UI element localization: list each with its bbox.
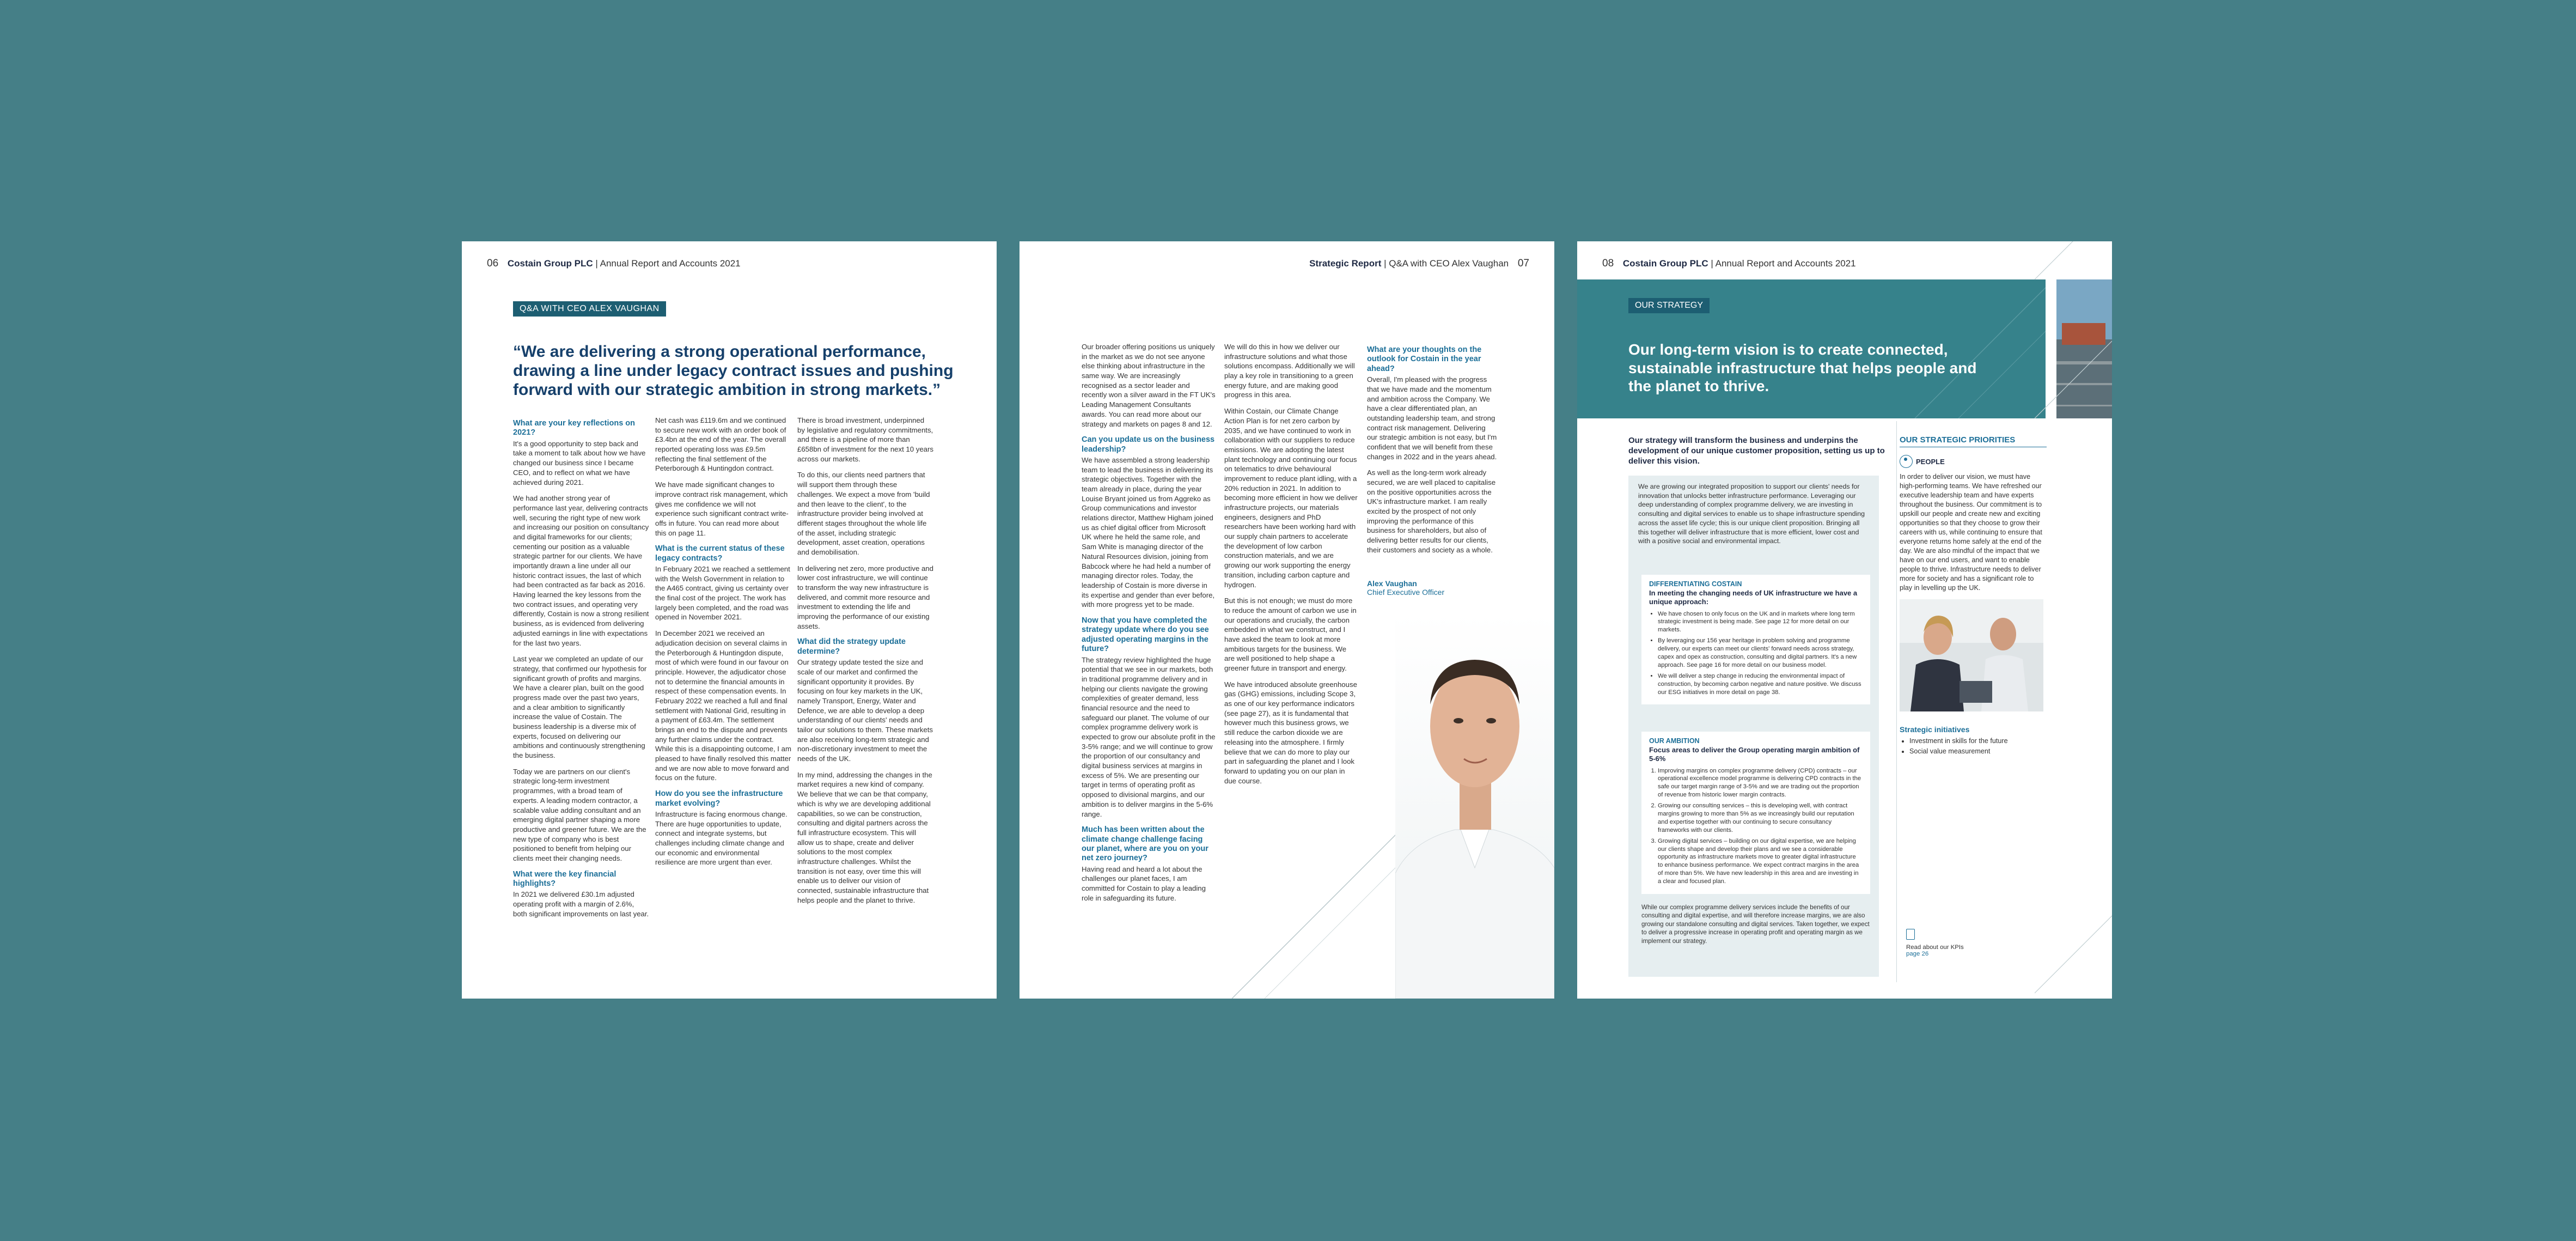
body-paragraph: To do this, our clients need partners that will support them through these challenges. We expect a move from 'build and then leave to the client', to the infrastructure provider being involved at different stages throughout the whole life of the asset, including strategic development, asset creation, operations and demobilisation. [797,471,930,556]
column-divider [1896,421,1897,982]
folio-document: Q&A with CEO Alex Vaughan [1389,258,1509,269]
page-number: 07 [1517,258,1529,269]
list-item: • By leveraging our 156 year heritage in problem solving and programme delivery, our experts can meet our clients' forward needs across strategy, capex and opex as construction, consulting and digital partners. It's a new approach. See page 16 for more detail on our business model. [1658,637,1863,670]
text-column-1 [1082,342,1216,910]
differentiating-costain-box [1641,575,1870,704]
signature-role: Chief Executive Officer [1367,588,1445,597]
list-item: 1. Improving margins on complex programme delivery (CPD) contracts – our operational excellence model programme is delivering CPD contracts in the safe our target margin range of 3-5% and we are trading out the proportion of revenue from historic lower margin contracts. [1658,767,1863,800]
pull-quote-headline: “We are delivering a strong operational performance, drawing a line under legacy contract issues and pushing forward with our strategic ambition in strong markets.” [513,343,954,399]
page-folio [1309,258,1529,270]
body-paragraph: In my mind, addressing the changes in the market requires a new kind of company. We believe that we can be that company, which is why we are developing additional capabilities, so we can be construction, consulting and digital partners across the full infrastructure ecosystem. This will allow us to shape, create and deliver solutions to the most complex infrastructure challenges. Whilst the transition is not easy, over time this will enable us to deliver our vision of connected, sustainable infrastructure that helps people and the planet to thrive. [797,770,932,904]
strategic-initiatives-list [1900,736,2047,757]
body-paragraph: Within Costain, our Climate Change Action Plan is for net zero carbon by 2035, and we have continued to work in collaboration with our suppliers to reduce emissions. We are adopting the latest plant technology and continuing our focus on telematics to drive behavioural improvement to reduce plant idling, with a 20% reduction in 2021. In addition to becoming more efficient in how we deliver infrastructure projects, our materials engineers, designers and PhD researchers have been working hard with our supply chain partners to accelerate the development of low carbon construction materials, and we are growing our work supporting the energy transition, including carbon capture and hydrogen. [1224,407,1358,589]
body-paragraph: It's a good opportunity to step back and take a moment to talk about how we have changed our business since I became CEO, and to reflect on what we have achieved during 2021. [513,439,646,486]
our-ambition-box [1641,732,1870,894]
kpi-reference [1906,929,2015,957]
body-paragraph: In delivering net zero, more productive and lower cost infrastructure, we will continue to transform the way new infrastructure is delivered, and commit more resource and investment to extending the life and improving the performance of our existing assets. [797,564,933,630]
team-meeting-photo [1900,599,2043,711]
folio-company: Costain Group PLC [1622,258,1708,269]
list-item: 2. Growing our consulting services – this is developing well, with contract margins growing to more than 5% as we increasingly build our reputation and expertise together with our continuing to secure consultancy frameworks with our clients. [1658,802,1863,835]
strategic-priorities-sidebar [1900,435,2047,757]
page-06 [462,241,997,999]
page-folio [487,258,741,270]
body-paragraph: We will do this in how we deliver our infrastructure solutions and what those solutions encompass. Additionally we will play a key role in transitioning to a green energy future, and are making good progress in this area. [1224,343,1355,399]
body-paragraph: Infrastructure is facing enormous change. There are huge opportunities to update, connect and integrate systems, but challenges including climate change and our economic and environmental resilience are more urgent than ever. [655,810,788,867]
list-item: • We will deliver a step change in reducing the environmental impact of construction, by becoming carbon negative and nature positive. We discuss our ESG initiatives in more detail on page 38. [1658,672,1863,697]
document-icon [1906,929,1915,940]
body-paragraph: We have made significant changes to improve contract risk management, which gives me confidence we will not experience such significant contract write-offs in future. You can read more about this on page 11. [655,480,789,537]
folio-section: Strategic Report [1309,258,1382,269]
body-paragraph: Our broader offering positions us uniquely in the market as we do not see anyone else thinking about infrastructure in the same way. We are increasingly recognised as a sector leader and recently won a silver award in the FT UK's Leading Management Consultants awards. You can read more about our strategy and markets on pages 8 and 12. [1082,343,1216,428]
body-paragraph: Having read and heard a lot about the challenges our planet faces, I am committed for Costain to play a leading role in safeguarding its future. [1082,865,1206,902]
page-number: 06 [487,258,499,269]
question-heading: How do you see the infrastructure market evolving? [655,789,783,808]
text-column-1 [513,416,649,926]
body-paragraph: Last year we completed an update of our strategy, that confirmed our hypothesis for significant growth of profits and margins. We have a clearer plan, built on the good progress made over the past two years, and a clear ambition to significantly increase the value of Costain. The business leadership is a diverse mix of experts, focused on delivering our ambitions and continuously strengthening the business. [513,655,647,760]
folio-separator: | [1384,258,1387,269]
differentiating-lead: In meeting the changing needs of UK infrastructure we have a unique approach: [1649,589,1858,606]
differentiating-list [1649,610,1863,697]
body-paragraph: Our strategy update tested the size and scale of our market and confirmed the significant opportunity it provides. By focusing on four key markets in the UK, namely Transport, Energy, Water and Defence, we are able to develop a deep understanding of our clients' needs and tailor our solutions to them. These markets are also receiving long-term strategic and non-discretionary investment to meet the needs of the UK. [797,658,933,763]
page-07 [1020,241,1554,999]
body-paragraph: Today we are partners on our client's strategic long-term investment programmes, with a broad team of experts. A leading modern contractor, a scalable value adding consultant and an emerging digital partner shaping a more productive and greener future. We are the new type of company who is best positioned to benefit from helping our clients meet their changing needs. [513,767,646,862]
list-item: • Social value measurement [1909,746,2047,757]
strategy-panel-text: We are growing our integrated proposition to support our clients' needs for innovation that unlocks better infrastructure performance. Leveraging our deep understanding of complex programme delivery, we are investing in consulting and digital services to enable us to shape infrastructure spending across the asset life cycle; this is our unique client proposition. Bringing all this together will deliver infrastructure that is more efficient, lower cost and with a positive social and environmental impact. [1638,483,1865,545]
ambition-closing-text: While our complex programme delivery services include the benefits of our consulting and digital expertise, and will therefore increase margins, we are also growing our standalone consulting and digital services. Taken together, we expect to deliver a progressive increase in operating profit and operating margin as we implement our strategy. [1641,904,1870,945]
differentiating-title: DIFFERENTIATING COSTAIN [1649,580,1742,588]
people-icon [1900,455,1913,468]
body-paragraph: Overall, I'm pleased with the progress that we have made and the momentum and ambition across the Company. We have a clear differentiated plan, an outstanding leadership team, and strong contract risk management. Delivering our strategic ambition is not easy, but I'm confident that we will benefit from these changes in 2022 and in the years ahead. [1367,375,1497,461]
question-heading: What are your thoughts on the outlook for Costain in the year ahead? [1367,345,1482,373]
body-paragraph: There is broad investment, underpinned by legislative and regulatory commitments, and there is a pipeline of more than £658bn of investment for the next 10 years across our markets. [797,416,933,463]
section-tag: Q&A WITH CEO ALEX VAUGHAN [513,301,666,317]
body-paragraph: In 2021 we delivered £30.1m adjusted operating profit with a margin of 2.6%, both significant improvements on last year. [513,890,649,918]
question-heading: Now that you have completed the strategy update where do you see adjusted operating margins in the future? [1082,616,1209,654]
signature-block [1367,579,1444,597]
text-column-2 [655,416,791,874]
folio-document: Annual Report and Accounts 2021 [600,258,741,269]
strategy-panel [1628,476,1879,977]
question-heading: Can you update us on the business leadership? [1082,435,1215,454]
people-heading [1900,455,2047,468]
question-heading: What are your key reflections on 2021? [513,419,636,437]
question-heading: What did the strategy update determine? [797,637,906,656]
strategic-priorities-title: OUR STRATEGIC PRIORITIES [1900,435,2047,447]
text-column-3 [797,416,933,911]
signature-name: Alex Vaughan [1367,579,1417,588]
folio-company: Costain Group PLC [507,258,593,269]
body-paragraph: We have assembled a strong leadership team to lead the business in delivering its strategic objectives. Together with the team already in place, during the year Louise Bryant joined us from Aggreko as Group communications and investor relations director, Matthew Higham joined us as chief digital officer from Microsoft UK where he held the same role, and Sam White is managing director of the Natural Resources division, joining from Babcock where he had held a number of managing director roles. Today, the leadership of Costain is more diverse in its expertise and gender than ever before, with more progress yet to be made. [1082,455,1215,609]
ambition-list [1649,767,1863,886]
kpi-page-link[interactable]: page 26 [1906,951,1929,957]
list-item: • We have chosen to only focus on the UK and in markets where long term strategic investment is being made. See page 12 for more detail on our markets. [1658,610,1863,635]
text-column-2 [1224,342,1358,792]
page-folio [1602,258,1856,270]
list-item: • Investment in skills for the future [1909,736,2047,746]
question-heading: What is the current status of these legacy contracts? [655,544,785,563]
vision-title: Our long-term vision is to create connected, sustainable infrastructure that helps people and the planet to thrive. [1628,341,1977,395]
body-paragraph: The strategy review highlighted the huge potential that we see in our markets, both in traditional programme delivery and in helping our clients navigate the growing complexities of greater demand, less financial resource and the need to safeguard our planet. The volume of our complex programme delivery work is expected to grow our absolute profit in the 3-5% range; and we will continue to grow the proportion of our consultancy and digital business services at margins in excess of 5%. We are presenting our target in terms of operating profit as opposed to divisional margins, and our ambition is to deliver margins in the 5-6% range. [1082,655,1216,818]
ceo-portrait-photo [1395,612,1554,999]
ambition-lead: Focus areas to deliver the Group operating margin ambition of 5-6% [1649,746,1860,763]
strategic-initiatives-title: Strategic initiatives [1900,725,1970,734]
body-paragraph: As well as the long-term work already secured, we are well placed to capitalise on the positive opportunities across the UK's infrastructure market. I am really excited by the prospect of not only improving the performance of this business for shareholders, but also of delivering better results for our clients, their customers and society as a whole. [1367,469,1496,554]
body-paragraph: In December 2021 we received an adjudication decision on several claims in the Peterborough & Huntingdon dispute, most of which were found in our favour on principle. However, the adjudicator chose not to determine the financial amounts in respect of these compensation events. In February 2022 we reached a full and final settlement with National Grid, resulting in a payment of £63.4m. The settlement brings an end to the dispute and prevents any further claims under the contract. While this is a disappointing outcome, I am pleased to have finally resolved this matter and we are now able to move forward and focus on the future. [655,629,791,782]
text-column-3 [1367,342,1498,562]
folio-separator: | [1711,258,1713,269]
body-paragraph: We have introduced absolute greenhouse gas (GHG) emissions, including Scope 3, as one of our key performance indicators (see page 27), as it is fundamental that however much this business grows, we still reduce the carbon dioxide we are releasing into the atmosphere. I firmly believe that we can do more to play our part in safeguarding the planet and I look forward to updating you on our plan in due course. [1224,680,1357,785]
question-heading: Much has been written about the climate change challenge facing our planet, where are you on your net zero journey? [1082,825,1208,863]
page-number: 08 [1602,258,1614,269]
body-paragraph: We had another strong year of performance last year, delivering contracts well, securing the right type of new work and increasing our position on consultancy and digital frameworks for our clients; cementing our position as a valuable strategic partner for our clients. We have importantly drawn a line under all our historic contract issues, the last of which had been contracted as far back as 2016. Having learned the key lessons from the two contract issues, and operating very differently, Costain is now a strong resilient business, as is evidenced from delivering adjusted earnings in line with expectations for the last two years. [513,494,649,647]
ambition-title: OUR AMBITION [1649,737,1700,745]
people-text: In order to deliver our vision, we must have high-performing teams. We have refreshed our executive leadership team and have experts throughout the business. Our commitment is to upskill our people and create new and exciting opportunities so that they choose to grow their careers with us, while continuing to ensure that everyone returns home safely at the end of the day. We are also mindful of the impact that we have on our end users, and want to enable people to thrive. Infrastructure needs to deliver more for society and has a significant role to play in levelling up the UK. [1900,473,2042,592]
folio-document: Annual Report and Accounts 2021 [1715,258,1856,269]
question-heading: What were the key financial highlights? [513,869,616,889]
strategy-intro: Our strategy will transform the business and underpins the development of our unique customer proposition, setting us up to deliver this vision. [1628,436,1885,466]
folio-separator: | [595,258,598,269]
page-08 [1577,241,2112,999]
body-paragraph: But this is not enough; we must do more to reduce the amount of carbon we use in our operations and crucially, the carbon embedded in what we construct, and I have asked the team to look at more ambitious targets for the business. We are well positioned to help shape a greener future in transport and energy. [1224,597,1357,672]
body-paragraph: In February 2021 we reached a settlement with the Welsh Government in relation to the A465 contract, giving us certainty over the final cost of the project. The work has largely been completed, and the road was opened in November 2021. [655,565,790,622]
list-item: 3. Growing digital services – building on our digital expertise, we are helping our clients shape and develop their plans and we see a considerable opportunity as infrastructure markets move to greater digital infrastructure to enhance business performance. We expect contract margins in the area of more than 5%. We have new leadership in this area and are investing in a clear and focused plan. [1658,837,1863,886]
kpi-reference-text: Read about our KPIs [1906,944,1964,951]
section-tag: OUR STRATEGY [1628,298,1710,313]
body-paragraph: Net cash was £119.6m and we continued to secure new work with an order book of £3.4bn at the end of the year. The overall reported operating loss was £9.5m reflecting the final settlement of the Peterborough & Huntingdon contract. [655,416,786,473]
people-label: PEOPLE [1916,457,1945,466]
